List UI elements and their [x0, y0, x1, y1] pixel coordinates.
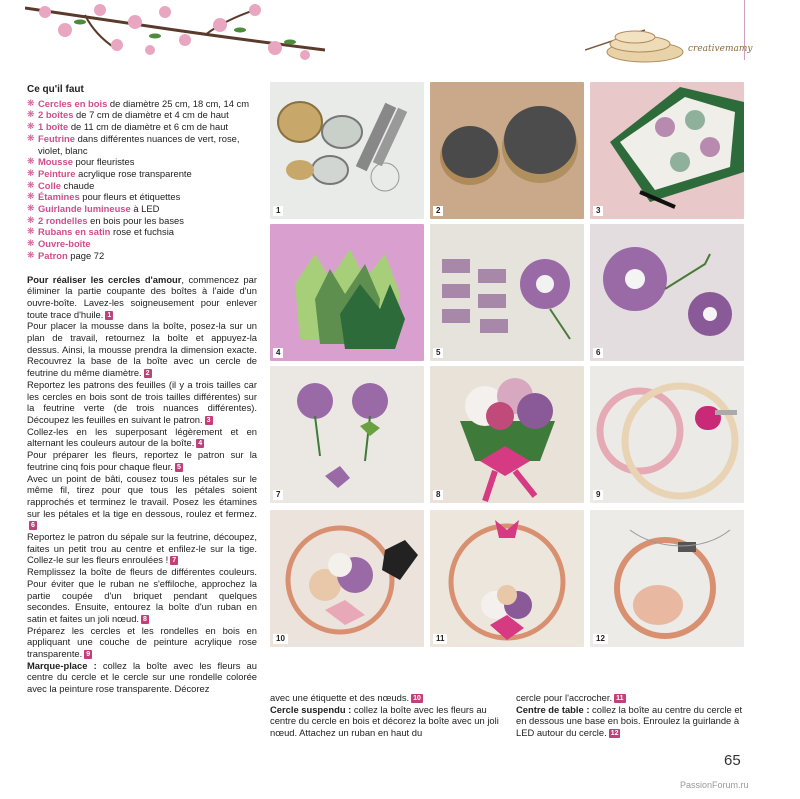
material-detail: de diamètre 25 cm, 18 cm, 14 cm	[107, 97, 250, 109]
material-item	[27, 191, 257, 203]
flower-bullet-icon: ❋	[27, 238, 35, 249]
material-keyword: Patron	[38, 249, 68, 261]
material-keyword: Mousse	[38, 156, 73, 168]
instruction-1: Pour réaliser les cercles d'amour, commencez par éliminer la partie coupante des boîtes à l'aide d'un ouvre-boîte. Lavez-les soigneusement pour enlever toute trace d'huile. 1	[27, 273, 257, 320]
photo-number: 5	[433, 348, 443, 358]
photo-number: 10	[273, 634, 288, 644]
photo-purple-felt-flowers	[590, 224, 744, 361]
flower-bullet-icon: ❋	[27, 121, 35, 132]
instruction-2: Pour placer la mousse dans la boîte, posez-la sur un plan de travail, retournez la boîte et appuyez-la dessus. Ainsi, la mousse prendra la dimension exacte. Recouvrez la base de la boîte avec un cercle de feutrine du même diamètre. 2	[27, 320, 257, 379]
photo-felt-covered-boxes	[430, 82, 584, 219]
material-keyword: Ouvre-boîte	[38, 238, 91, 250]
step-marker: 12	[610, 730, 619, 738]
photo-led-garland-ring	[590, 510, 744, 647]
photo-number: 11	[433, 634, 447, 644]
photo-number: 7	[273, 490, 283, 500]
flower-bullet-icon: ❋	[27, 179, 35, 190]
material-item	[27, 121, 257, 133]
page-number: 65	[724, 752, 741, 769]
material-item	[27, 180, 257, 192]
flower-bullet-icon: ❋	[27, 249, 35, 260]
material-item	[27, 238, 257, 250]
material-detail: acrylique rose transparente	[75, 167, 192, 179]
step-marker: 4	[198, 440, 203, 448]
instruction-9: Préparez les cercles et les rondelles en bois en appliquant une couche de peinture acrylique rose transparente. 9	[27, 624, 257, 660]
material-item	[27, 109, 257, 121]
instruction-3: Reportez les patrons des feuilles (il y a trois tailles car les cercles en bois sont de trois tailles différentes) sur la feutrine verte (de trois nuances différentes). Découpez les feuilles en suivant le patron. 3	[27, 378, 257, 425]
material-keyword: Colle	[38, 179, 61, 191]
material-keyword: Guirlande lumineuse	[38, 203, 131, 215]
material-detail: de 7 cm de diamètre et 4 cm de haut	[73, 109, 229, 121]
photo-number: 2	[433, 206, 443, 216]
material-detail: pour fleurs et étiquettes	[79, 191, 181, 203]
flower-bullet-icon: ❋	[27, 97, 35, 108]
left-column	[27, 84, 257, 695]
material-item	[27, 215, 257, 227]
material-detail: de 11 cm de diamètre et 6 cm de haut	[68, 121, 229, 133]
material-item	[27, 168, 257, 180]
step-marker: 6	[31, 522, 35, 530]
instruction-10-cont: avec une étiquette et des nœuds. 10	[270, 692, 421, 703]
material-item	[27, 203, 257, 215]
photo-place-card-ring	[270, 510, 424, 647]
material-detail: dans différentes nuances de vert, rose, violet, blanc	[38, 132, 240, 156]
flower-bullet-icon: ❋	[27, 167, 35, 178]
material-keyword: 2 boîtes	[38, 109, 74, 121]
material-detail: chaude	[60, 179, 95, 191]
material-item	[27, 156, 257, 168]
step-marker: 1	[107, 311, 112, 319]
material-detail: rose et fuchsia	[110, 226, 174, 238]
instruction-8: Remplissez la boîte de fleurs de différentes couleurs. Pour éviter que le ruban ne s'effiloche, approchez la partie coupée d'un briquet pendant quelques secondes. Ensuite, entourez la boîte d'un ruban en satin et faites un joli nœud. 8	[27, 566, 257, 624]
material-keyword: Cercles en bois	[38, 97, 108, 109]
material-keyword: Étamines	[38, 191, 80, 203]
photo-number: 12	[593, 634, 608, 644]
material-keyword: Peinture	[38, 167, 76, 179]
instruction-7: Reportez le patron du sépale sur la feutrine, découpez, faites un petit trou au centre et enfilez-le sur la tige. Collez-le sur les fleurs enroulées ! 7	[27, 531, 257, 566]
step-marker: 8	[143, 615, 147, 623]
material-item	[27, 98, 257, 110]
material-detail: en bois pour les bases	[87, 214, 184, 226]
step-marker: 9	[86, 651, 91, 659]
material-detail: pour fleuristes	[72, 156, 135, 168]
photo-number: 4	[273, 348, 283, 358]
flower-bullet-icon: ❋	[27, 132, 35, 143]
instruction-11: Cercle suspendu : collez la boîte avec les fleurs au centre du cercle en bois et décorez la boîte avec un joli nœud. Attachez un ruban en haut du	[270, 703, 499, 739]
flower-bullet-icon: ❋	[27, 214, 35, 225]
photo-number: 6	[593, 348, 603, 358]
photo-flowers-with-sepals	[270, 366, 424, 503]
photo-cans-and-opener	[270, 82, 424, 219]
instruction-4: Collez-les en les superposant légèrement et en alternant les couleurs autour de la boîte. 4	[27, 425, 257, 449]
instruction-11-cont: cercle pour l'accrocher. 11	[516, 692, 624, 703]
photo-number: 1	[273, 206, 283, 216]
material-item	[27, 226, 257, 238]
step-marker: 5	[176, 463, 181, 471]
photo-cutting-felt-leaf	[590, 82, 744, 219]
photo-hanging-ring	[430, 510, 584, 647]
flower-bullet-icon: ❋	[27, 226, 35, 237]
material-keyword: 1 boîte	[38, 121, 69, 133]
instruction-12: Centre de table : collez la boîte au centre du cercle et en dessous une base en bois. Enroulez la guirlande à LED autour du cercle. 12	[516, 703, 743, 739]
instruction-5: Pour préparer les fleurs, reportez le patron sur la feutrine cinq fois pour chaque fleur. 5	[27, 449, 257, 472]
material-item	[27, 250, 257, 262]
photo-petal-patterns	[430, 224, 584, 361]
material-item	[27, 133, 257, 156]
materials-heading: Ce qu'il faut	[27, 84, 84, 95]
instruction-6: Avec un point de bâti, cousez tous les pétales sur le même fil, tirez pour que tous les pétales soient rapprochés et terminez le travail. Posez les étamines sur les pétales et la tige en dessous, roulez et fermez.6	[27, 472, 257, 530]
photo-green-felt-leaves	[270, 224, 424, 361]
column-3-text	[516, 692, 746, 739]
photo-number: 8	[433, 490, 443, 500]
material-keyword: Rubans en satin	[38, 226, 111, 238]
step-marker: 2	[145, 370, 150, 378]
material-keyword: 2 rondelles	[38, 214, 88, 226]
wood-slices-decoration	[585, 20, 745, 65]
cherry-blossom-branch-decoration	[25, 0, 325, 70]
photo-painting-wooden-rings	[590, 366, 744, 503]
flower-bullet-icon: ❋	[27, 191, 35, 202]
flower-bullet-icon: ❋	[27, 203, 35, 214]
photo-number: 3	[593, 206, 603, 216]
flower-bullet-icon: ❋	[27, 156, 35, 167]
brand-label: creativemamy	[688, 44, 753, 54]
flower-bullet-icon: ❋	[27, 109, 35, 120]
materials-list	[27, 98, 257, 262]
instructions	[27, 274, 257, 695]
photo-number: 9	[593, 490, 603, 500]
instruction-10: Marque-place : collez la boîte avec les fleurs au centre du cercle et le cercle sur une rondelle colorée avec la peinture rose transparente. Décorez	[27, 659, 257, 695]
material-detail: page 72	[67, 249, 105, 261]
material-detail: à LED	[130, 203, 160, 215]
photo-box-with-flowers-and-bow	[430, 366, 584, 503]
column-2-text	[270, 692, 504, 739]
step-marker: 11	[616, 695, 624, 702]
material-keyword: Feutrine	[38, 132, 75, 144]
watermark: PassionForum.ru	[680, 780, 749, 790]
step-marker: 10	[413, 695, 421, 702]
step-marker: 7	[172, 557, 177, 565]
step-marker: 3	[206, 416, 211, 424]
